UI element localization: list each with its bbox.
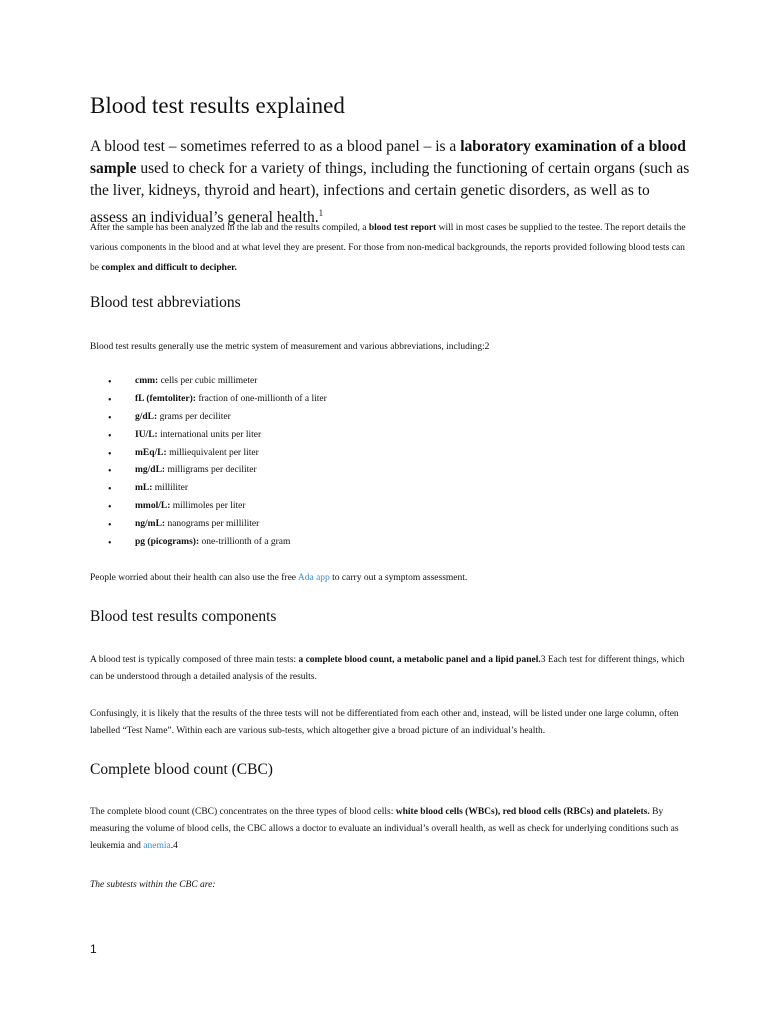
abbreviation-term: ng/mL: <box>135 519 166 530</box>
components-bold-1: a complete blood count, a metabolic panel and a lipid panel. <box>298 655 541 665</box>
abbreviation-description: milligrams per deciliter <box>165 465 257 476</box>
report-text-2: will in most cases be supplied to the testee. The report details the various components in the blood and at what level they are present. For those from non-medical backgrounds, the reports provided following blood tests can be <box>90 223 686 273</box>
confusingly-paragraph: Confusingly, it is likely that the results of the three tests will not be differentiated from each other and, instead, will be listed under one large column, often labelled “Test Name”. Within each are various sub-tests, which altogether give a broad picture of an individual’s health. <box>90 709 679 736</box>
footnote-ref: 1 <box>318 208 324 218</box>
abbreviation-item <box>108 462 327 480</box>
ada-app-link[interactable]: Ada app <box>297 573 330 583</box>
bullet-icon: • <box>108 377 112 388</box>
report-paragraph <box>90 218 690 278</box>
abbreviation-item <box>108 445 327 463</box>
bullet-icon: • <box>108 412 112 424</box>
intro-bold-1: laboratory examination of a blood sample <box>90 138 686 177</box>
abbreviation-term: mg/dL: <box>135 465 166 476</box>
bullet-icon: • <box>108 394 112 406</box>
bullet-icon: • <box>108 466 112 478</box>
cbc-text-1: The complete blood count (CBC) concentrates on the three types of blood cells: <box>90 807 396 817</box>
abbreviation-description: cells per cubic millimeter <box>158 376 258 386</box>
abbreviation-item <box>108 427 327 445</box>
cbc-bold-1: white blood cells (WBCs), red blood cells (RBCs) and platelets. <box>395 807 650 817</box>
bullet-icon: • <box>108 484 112 496</box>
page-number: 1 <box>90 942 97 956</box>
abbreviation-term: cmm: <box>135 376 159 386</box>
components-text-2: 3 Each test for different things, which can be understood through a detailed analysis of the results. <box>90 655 685 682</box>
abbreviation-item <box>108 391 327 409</box>
components-text-1: A blood test is typically composed of three main tests: <box>90 655 299 665</box>
abbreviation-description: milliliter <box>152 483 189 494</box>
abbreviation-description: fraction of one-millionth of a liter <box>195 393 327 404</box>
cbc-paragraph <box>90 804 690 855</box>
ada-text-1: People worried about their health can also use the free <box>90 573 298 583</box>
abbreviations-intro: Blood test results generally use the metric system of measurement and various abbreviations, including:2 <box>90 342 490 352</box>
ada-text-2: to carry out a symptom assessment. <box>329 573 468 583</box>
bullet-icon: • <box>108 430 112 442</box>
intro-text-1: A blood test – sometimes referred to as a blood panel – is a <box>90 138 461 155</box>
abbreviation-description: milliequivalent per liter <box>166 447 259 458</box>
abbreviation-description: international units per liter <box>157 429 262 440</box>
abbreviation-description: millimoles per liter <box>170 501 246 512</box>
cbc-text-2: By measuring the volume of blood cells, the CBC allows a doctor to evaluate an individual’s overall health, as well as check for underlying conditions such as leukemia and <box>90 807 679 851</box>
intro-text-2: used to check for a variety of things, including the functioning of certain organs (such as the liver, kidneys, thyroid and heart), infections and certain genetic disorders, as well as to assess an individual’s general health. <box>90 160 690 227</box>
abbreviation-item <box>108 498 327 516</box>
cbc-text-3: .4 <box>170 841 178 851</box>
report-bold-1: blood test report <box>368 223 437 233</box>
abbreviation-term: mEq/L: <box>135 447 167 458</box>
abbreviation-item <box>108 373 327 391</box>
abbreviation-term: mL: <box>135 483 153 494</box>
abbreviation-item <box>108 409 327 427</box>
cbc-heading: Complete blood count (CBC) <box>90 761 273 778</box>
bullet-icon: • <box>108 520 112 532</box>
intro-paragraph <box>90 136 690 229</box>
page-title: Blood test results explained <box>90 93 345 118</box>
abbreviations-list <box>108 373 327 552</box>
abbreviation-item <box>108 480 327 498</box>
abbreviation-description: one-trillionth of a gram <box>199 537 291 548</box>
abbreviation-item <box>108 516 327 534</box>
abbreviation-description: grams per deciliter <box>157 411 231 422</box>
abbreviation-term: pg (picograms): <box>135 537 200 548</box>
abbreviation-description: nanograms per milliliter <box>165 519 260 530</box>
bullet-icon: • <box>108 448 112 460</box>
bullet-icon: • <box>108 502 112 514</box>
abbreviation-term: g/dL: <box>135 411 158 422</box>
components-paragraph <box>90 652 690 686</box>
subtests-caption: The subtests within the CBC are: <box>90 880 216 890</box>
components-heading: Blood test results components <box>90 608 277 625</box>
abbreviation-item <box>108 534 327 552</box>
report-text-1: After the sample has been analyzed in the lab and the results compiled, a <box>90 223 369 233</box>
abbreviation-term: fL (femtoliter): <box>135 393 196 404</box>
report-bold-2: complex and difficult to decipher. <box>101 263 237 273</box>
anemia-link[interactable]: anemia <box>143 841 171 851</box>
abbreviation-term: mmol/L: <box>135 501 171 512</box>
abbreviations-heading: Blood test abbreviations <box>90 294 241 311</box>
ada-paragraph <box>90 568 690 588</box>
abbreviation-term: IU/L: <box>135 429 158 440</box>
bullet-icon: • <box>108 538 112 550</box>
